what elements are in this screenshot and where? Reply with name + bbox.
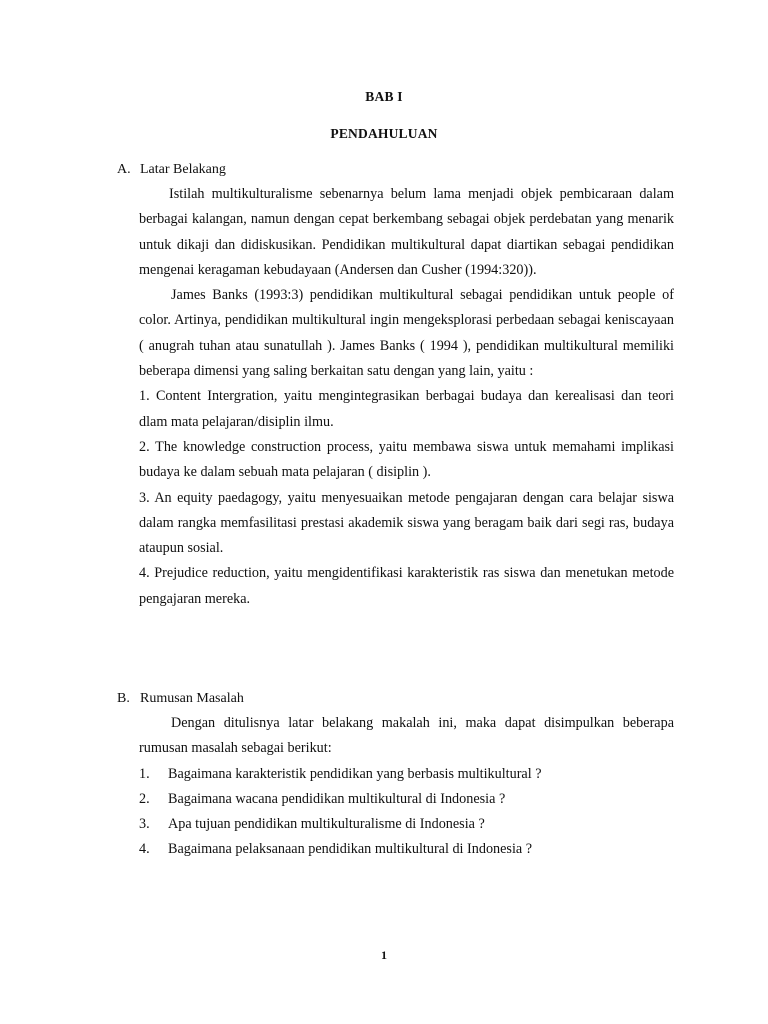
list-item: 2. Bagaimana wacana pendidikan multikultural di Indonesia ?: [139, 790, 506, 807]
section-b-title: Rumusan Masalah: [140, 691, 244, 706]
section-b-body: [139, 711, 674, 863]
section-a-title: Latar Belakang: [140, 162, 226, 177]
paragraph-latar-belakang-2: James Banks (1993:3) pendidikan multikultural sebagai pendidikan untuk people of color. Artinya, pendidikan multikultural ingin mengeksplorasi perbedaan sebagai keniscayaan ( anugrah tuhan atau sunatullah ). James Banks ( 1994 ), pendidikan multikultural memiliki beberapa dimensi yang saling berkaitan satu dengan yang lain, yaitu :: [139, 287, 674, 380]
paragraph-rumusan-intro: Dengan ditulisnya latar belakang makalah ini, maka dapat disimpulkan beberapa rumusan masalah sebagai berikut:: [139, 715, 674, 757]
dimension-item-3: 3. An equity paedagogy, yaitu menyesuaikan metode pengajaran dengan cara belajar siswa dalam rangka memfasilitasi prestasi akademik siswa yang beragam baik dari segi ras, budaya ataupun sosial.: [139, 489, 674, 557]
question-list: [139, 762, 674, 863]
dimension-item-2: 2. The knowledge construction process, yaitu membawa siswa untuk memahami implikasi budaya ke dalam sebuah mata pelajaran ( disiplin ).: [139, 438, 674, 481]
dimension-item-4: 4. Prejudice reduction, yaitu mengidentifikasi karakteristik ras siswa dan menetukan metode pengajaran mereka.: [139, 565, 674, 607]
section-b-letter: B.: [117, 691, 130, 706]
chapter-title: PENDAHULUAN: [330, 126, 438, 141]
section-b-heading: [117, 691, 244, 707]
list-item: 4. Bagaimana pelaksanaan pendidikan multikultural di Indonesia ?: [139, 841, 533, 858]
section-a-body: [139, 182, 674, 612]
list-item: 1. Bagaimana karakteristik pendidikan yang berbasis multikultural ?: [139, 765, 542, 782]
page-number: 1: [381, 948, 387, 962]
list-item: 3. Apa tujuan pendidikan multikulturalisme di Indonesia ?: [139, 816, 485, 833]
paragraph-latar-belakang-1: Istilah multikulturalisme sebenarnya belum lama menjadi objek pembicaraan dalam berbagai kalangan, namun dengan cepat berkembang sebagai objek perdebatan yang menarik untuk dikaji dan didiskusikan. Pendidikan multikultural dapat diartikan sebagai pendidikan mengenai keragaman kebudayaan (Andersen dan Cusher (1994:320)).: [139, 186, 674, 278]
chapter-heading: BAB I: [365, 89, 403, 104]
section-a-letter: A.: [117, 162, 131, 177]
section-a-heading: [117, 162, 226, 178]
dimension-item-1: 1. Content Intergration, yaitu mengintegrasikan berbagai budaya dan kerealisasi dan teori dlam mata pelajaran/disiplin ilmu.: [139, 388, 674, 430]
